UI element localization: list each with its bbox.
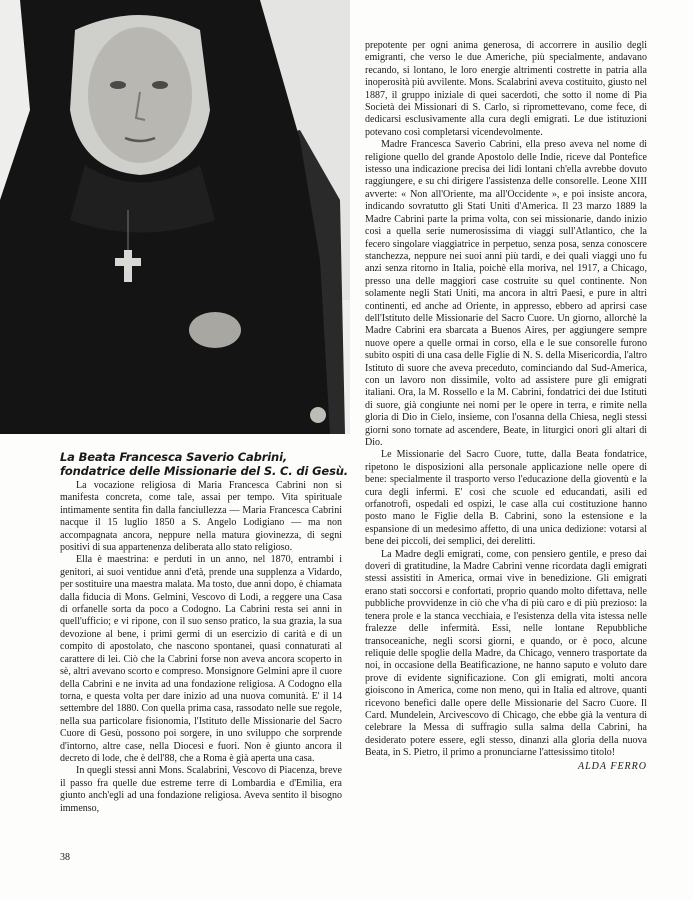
article-left-column <box>60 480 342 815</box>
paragraph: In quegli stessi anni Mons. Scalabrini, Vescovo di Piacenza, breve il passo fra quelle due estreme terre di Lombardia e d'Emilia, era giunto anch'egli ad una fondazione religiosa. Aveva sentito il bisogno immenso, <box>60 765 342 814</box>
nun-portrait-illustration <box>0 0 350 434</box>
photo-caption: La Beata Francesca Saverio Cabrini, fondatrice delle Missionarie del S. C. di Gesù. <box>60 450 349 478</box>
portrait-photo <box>0 0 350 434</box>
paragraph: prepotente per ogni anima generosa, di accorrere in ausilio degli emigranti, che verso le due Americhe, più specialmente, andavano recando, si lontano, le loro energie altrimenti costrette in patria alla inoperosità più avvilente. Mons. Scalabrini aveva costituito, giusto nel 1887, il gruppo iniziale di quei sacerdoti, che sotto il nome di Pia Società dei Missionari di S. Carlo, si ripromettevano, come fece, di dedicarsi esclusivamente alla cura degli emigrati. Le due istituzioni potevano così completarsi vicendevolmente. <box>365 40 647 138</box>
paragraph: La Madre degli emigrati, come, con pensiero gentile, e preso dai doveri di gratitudine, la Madre Cabrini venne ricordata dagli emigrati stessi assistiti in America, ormai vive in benedizione. Gli emigrati erano stati soccorsi e confortati, proprio quando molto difettava, nelle pubbliche provvidenze in ciò che v'ha di più caro e di più prezioso: la tenera prole e la stanca vecchiaia, e l'esistenza della vita istessa nelle fralezze delle infermità. Essi, nelle lontane Repubbliche transoceaniche, negli scorsi giorni, e quando, or è poco, alcune reliquie delle spoglie della Madre, da Chicago, vennero trasportate da noi, in occasione della Beatificazione, ne hanno saputo e voluto dare prove di evidente significazione. Con gli emigrati, molti ancora gioiscono in America, come non meno, qui in Italia ed altrove, quanti ricevono benefici dalle opere delle Missionarie del Sacro Cuore. Il Card. Mundelein, Arcivescovo di Chicago, che ebbe già la ventura di celebrare la Messa di suffragio sulla salma della Cabrini, ha desiderato potere essere, egli stesso, dinanzi alla gloria della nuova Beata, in S. Pietro, il primo a pronunciarne l'attesissimo titolo! <box>365 548 647 759</box>
article-right-column <box>365 40 647 773</box>
page-number: 38 <box>60 852 70 863</box>
author-signature: ALDA FERRO <box>578 760 647 772</box>
paragraph: Ella è maestrina: e perduti in un anno, nel 1870, entrambi i genitori, ai suoi ventidue anni d'età, prende una supplenza a Vidardo, per sostituire una maestra malata. Ma tosto, due anni dopo, è chiamata dalla fiducia di Mons. Gelmini, Vescovo di Lodi, a reggere una Casa di orfanelle sorta da poco a Codogno. La Cabrini resta sei anni in quell'ufficio; e vi ripone, con il suo senso pratico, la sua grazia, la sua devozione al bene, i primi germi di un esercizio di carità e di un compito di apostolato, che nascono spontanei, quasi connaturati al carattere di lei. Ciò che la Cabrini forse non aveva ancora scoperto in sè, altri avevano scorto e compreso. Monsignore Gelmini apre il cuore della Cabrini e ne invita ad una fondazione religiosa. A Codogno ella torna, e questa volta per dare inizio ad una nuova comunità. E' il 14 settembre del 1880. Con quella prima casa, rassodato nelle sue regole, nella sua particolare fisionomia, l'Istituto delle Missionarie del Sacro Cuore di Gesù, possono poi sorgere, in uno sviluppo che sorprende d'intorno, altre case, nella Diocesi e fuori. Non è giunto ancora il decreto di lode, che è dell'88, che a Roma è già aperta una casa. <box>60 554 342 764</box>
paragraph: La vocazione religiosa di Maria Francesca Cabrini non si manifesta concreta, come tale, assai per tempo. Vita spirituale intimamente sentita fin dalla fanciullezza — Maria Francesca Cabrini nacque il 15 luglio 1850 a S. Angelo Lodigiano — ma non accompagnata ancora, neppure nella matura giovinezza, di segni positivi di sua appartenenza deliberata allo stato religioso. <box>60 480 342 554</box>
paragraph: Le Missionarie del Sacro Cuore, tutte, dalla Beata fondatrice, ripetono le disposizioni alla personale applicazione nelle opere di bene: specialmente il trasporto verso l'educazione della gioventù e la cura degli infermi. E' così che scuole ed educandati, asili ed orfanotrofi, ospedali ed ospizi, le case alla cui costituzione hanno posto mano le Figlie della B. Cabrini, sono la estensione e la espansione di un medesimo affetto, di una unica dedizione: votarsi al bene dei piccoli, dei semplici, dei derelitti. <box>365 449 647 548</box>
paragraph: Madre Francesca Saverio Cabrini, ella preso aveva nel nome di religione quello del grande Apostolo delle Indie, riceve dal Pontefice istesso una indicazione precisa dei lidi lontani ch'ella avrebbe dovuto raggiungere, e su chi dirigere l'assistenza delle consorelle. Leone XIII avverte: « Non all'Oriente, ma all'Occidente », e poi insiste ancora, indicando sovratutto gli Stati Uniti d'America. Il 23 marzo 1889 la Madre Cabrini parte la prima volta, con sei missionarie, dando inizio così a quella serie numerosissima di viaggi sull'Atlantico, che la fecero singolare viaggiatrice in perpetuo, senza posa, senza conoscere stanchezza, neppure nei suoi anni più tardi, e dei quali viaggi uno fu anzi senza ritorno in Italia, poichè ella moriva, nel 1917, a Chicago, presso una delle maggiori case costruite su quel continente. Non solamente negli Stati Uniti, ma ancora in altri Paesi, e pure in altri continenti, ed anche ad Oriente, in appresso, ebbero ad aprirsi case dell'Istituto delle Missionarie del Sacro Cuore. Un giorno, allorchè la Madre Cabrini era sbarcata a Buenos Aires, per aggiungere sempre nuove opere a quelle ormai in corso, ella e le sue consorelle furono subito ospiti di una casa delle Figlie di N. S. della Misericordia, l'altro Istituto di suore che aveva preceduto, cominciando dal Sud-America, con un lavoro non dissimile, volto ad assistere pure gli emigrati italiani. Ora, la M. Rossello e la M. Cabrini, fondatrici dei due Istituti di suore, già congiunte nei nomi per le opere in terra, e rimite nella gloria di Dio in Cielo, insieme, con l'osanna della Chiesa, negli stessi giorni sono tornate ad ascendere, Beate, in liturgici onori gli altari di Dio. <box>365 139 647 448</box>
